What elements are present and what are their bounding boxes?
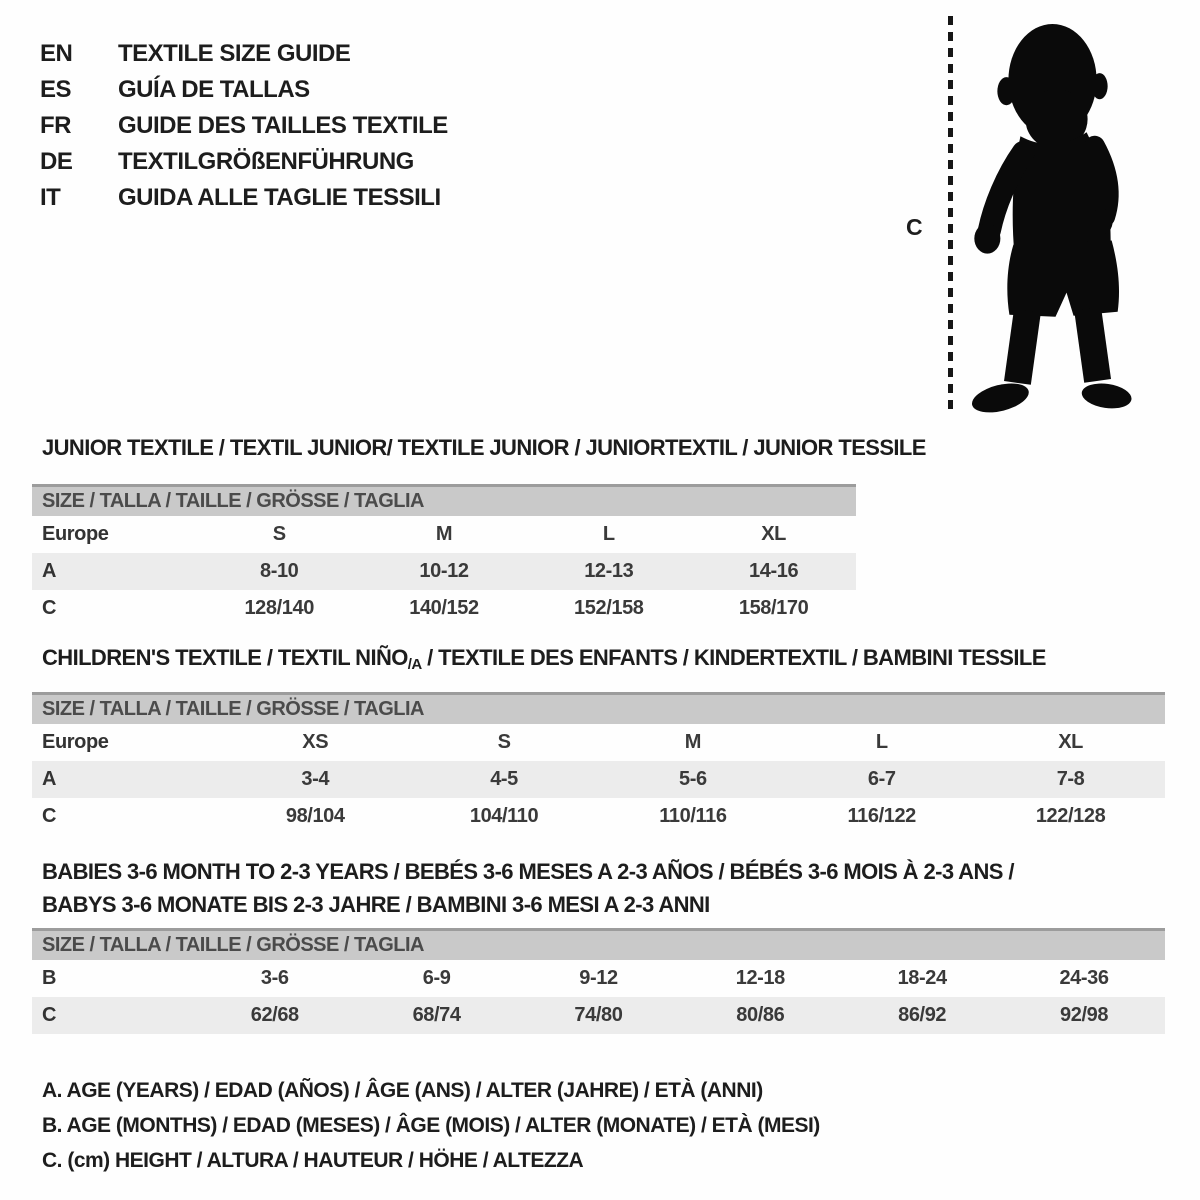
table-row [32, 798, 1165, 835]
language-code: ES [40, 76, 72, 103]
table-cell: 6-7 [787, 761, 976, 798]
table-row [32, 960, 1165, 997]
size-header-row [32, 930, 1165, 960]
row-label: C [42, 804, 57, 827]
row-label: Europe [42, 730, 109, 753]
table-cell: S [497, 730, 511, 753]
table-cell: 86/92 [841, 997, 1003, 1034]
table-cell: L [875, 730, 888, 753]
table-cell: 3-4 [221, 761, 410, 798]
children-title-subscript: /A [407, 656, 422, 673]
size-header-cell: SIZE / TALLA / TAILLE / GRÖSSE / TAGLIA [32, 486, 856, 516]
language-code: DE [40, 148, 73, 175]
size-header-cell: SIZE / TALLA / TAILLE / GRÖSSE / TAGLIA [32, 930, 1165, 960]
table-row [32, 590, 856, 627]
table-row [32, 997, 1165, 1034]
table-cell: S [272, 522, 286, 545]
table-cell: 122/128 [1035, 804, 1106, 827]
children-section-title [42, 645, 1046, 673]
height-measure-dashed-line [948, 16, 953, 416]
table-cell: 9-12 [579, 966, 618, 989]
row-label: B [42, 966, 57, 989]
table-cell: M [684, 730, 702, 753]
table-cell: L [602, 522, 615, 545]
table-cell: 80/86 [679, 997, 841, 1034]
table-row [32, 724, 1165, 761]
table-cell: 3-6 [260, 966, 289, 989]
list-item [40, 180, 448, 216]
table-cell: 10-12 [362, 553, 527, 590]
junior-section-title: JUNIOR TEXTILE / TEXTIL JUNIOR/ TEXTILE JUNIOR / JUNIORTEXTIL / JUNIOR TESSILE [42, 435, 926, 460]
guide-title: TEXTILGRÖßENFÜHRUNG [118, 148, 414, 175]
size-header-row [32, 694, 1165, 724]
language-code: EN [40, 40, 73, 67]
guide-title: GUÍA DE TALLAS [118, 76, 310, 103]
table-cell: 92/98 [1003, 997, 1165, 1034]
table-cell: XS [302, 730, 329, 753]
table-cell: 104/110 [469, 804, 539, 827]
table-cell: 98/104 [285, 804, 345, 827]
table-row [32, 516, 856, 553]
guide-title: GUIDA ALLE TAGLIE TESSILI [118, 184, 441, 211]
table-row [32, 761, 1165, 798]
table-cell: 74/80 [518, 997, 680, 1034]
language-code: FR [40, 112, 71, 139]
legend-line-c: C. (cm) HEIGHT / ALTURA / HAUTEUR / HÖHE / ALTEZZA [42, 1149, 584, 1172]
table-cell: M [435, 522, 453, 545]
guide-title: TEXTILE SIZE GUIDE [118, 40, 351, 67]
table-cell: 68/74 [356, 997, 518, 1034]
language-code: IT [40, 184, 61, 211]
row-label: Europe [42, 522, 109, 545]
table-row [32, 553, 856, 590]
table-cell: XL [761, 522, 786, 545]
table-cell: 6-9 [422, 966, 451, 989]
table-cell: 5-6 [598, 761, 787, 798]
table-cell: 24-36 [1059, 966, 1109, 989]
table-cell: 4-5 [410, 761, 599, 798]
table-cell: 12-18 [735, 966, 785, 989]
babies-size-table [32, 928, 1165, 1034]
table-cell: 152/158 [574, 596, 644, 619]
measure-legend [42, 1073, 820, 1178]
table-cell: 140/152 [409, 596, 479, 619]
guide-title: GUIDE DES TAILLES TEXTILE [118, 112, 448, 139]
list-item [40, 72, 448, 108]
children-title-suffix: / TEXTILE DES ENFANTS / KINDERTEXTIL / BAMBINI TESSILE [421, 645, 1046, 670]
table-cell: 62/68 [194, 997, 356, 1034]
legend-line-b: B. AGE (MONTHS) / EDAD (MESES) / ÂGE (MOIS) / ALTER (MONATE) / ETÀ (MESI) [42, 1114, 820, 1137]
legend-line-a: A. AGE (YEARS) / EDAD (AÑOS) / ÂGE (ANS) / ALTER (JAHRE) / ETÀ (ANNI) [42, 1079, 763, 1102]
junior-size-table [32, 484, 856, 627]
children-size-table [32, 692, 1165, 835]
table-cell: 18-24 [897, 966, 947, 989]
list-item [40, 144, 448, 180]
list-item [40, 36, 448, 72]
table-cell: 158/170 [738, 596, 809, 619]
table-cell: 8-10 [197, 553, 362, 590]
children-title-prefix: CHILDREN'S TEXTILE / TEXTIL NIÑO [42, 645, 408, 670]
table-cell: 116/122 [847, 804, 916, 827]
table-cell: 7-8 [976, 761, 1165, 798]
row-label: A [32, 553, 197, 590]
language-title-list [40, 36, 448, 216]
table-cell: XL [1058, 730, 1083, 753]
row-label: C [42, 596, 57, 619]
table-cell: 110/116 [659, 804, 727, 827]
size-header-cell: SIZE / TALLA / TAILLE / GRÖSSE / TAGLIA [32, 694, 1165, 724]
table-cell: 128/140 [244, 596, 314, 619]
table-cell: 14-16 [691, 553, 856, 590]
table-cell: 12-13 [526, 553, 691, 590]
size-header-row [32, 486, 856, 516]
toddler-silhouette-icon [958, 14, 1143, 420]
babies-title-line1: BABIES 3-6 MONTH TO 2-3 YEARS / BEBÉS 3-6 MESES A 2-3 AÑOS / BÉBÉS 3-6 MOIS À 2-3 ANS / [42, 859, 1014, 884]
babies-title-line2: BABYS 3-6 MONATE BIS 2-3 JAHRE / BAMBINI 3-6 MESI A 2-3 ANNI [42, 892, 710, 917]
row-label: A [32, 761, 221, 798]
babies-section-title [42, 855, 1014, 921]
list-item [40, 108, 448, 144]
row-label: C [32, 997, 194, 1034]
height-measure-label: C [906, 214, 923, 240]
